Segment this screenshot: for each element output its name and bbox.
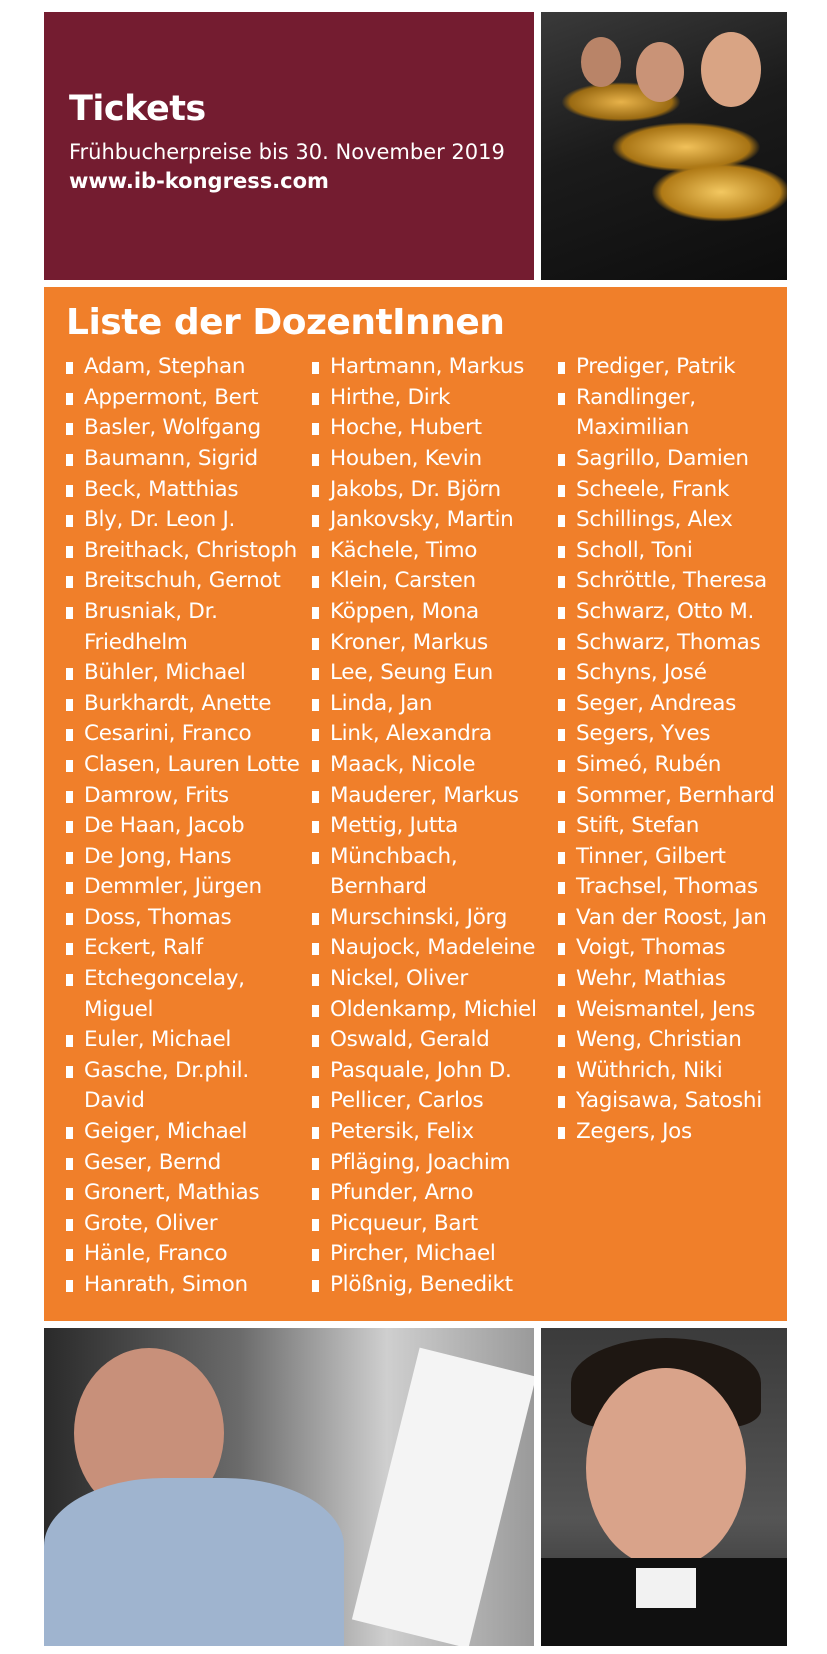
lecturer-list-item: Schwarz, Thomas (558, 628, 787, 659)
lecturer-list-item: Mettig, Jutta (312, 811, 558, 842)
lecturer-column-2 (312, 352, 558, 1300)
lecturer-list-item: Weismantel, Jens (558, 995, 787, 1026)
lecturer-list-item: Hartmann, Markus (312, 352, 558, 383)
lecturer-list-item: Van der Roost, Jan (558, 903, 787, 934)
lecturer-list-item: Hanrath, Simon (66, 1270, 312, 1301)
lecturer-list-item: Schillings, Alex (558, 505, 787, 536)
lecturer-list-item: Hirthe, Dirk (312, 383, 558, 414)
lecturer-list-item: Jankovsky, Martin (312, 505, 558, 536)
lecturer-list-box (44, 287, 787, 1321)
lecturer-list-item: Maximilian (576, 415, 690, 441)
lecturer-list-item: Münchbach, (312, 842, 558, 873)
lecturer-list-item: Bernhard (330, 874, 427, 900)
lecturer-list-item: Scheele, Frank (558, 475, 787, 506)
lecturer-list-item: Adam, Stephan (66, 352, 312, 383)
lecturer-list-item: Breitschuh, Gernot (66, 566, 312, 597)
lecturer-list-item: Seger, Andreas (558, 689, 787, 720)
lecturer-list-item: Beck, Matthias (66, 475, 312, 506)
lecturer-list-item: Breithack, Christoph (66, 536, 312, 567)
lecturer-list-item: Appermont, Bert (66, 383, 312, 414)
lecturer-list-item: Pasquale, John D. (312, 1056, 558, 1087)
lecturer-list-item: De Jong, Hans (66, 842, 312, 873)
lecturer-list-item: Grote, Oliver (66, 1209, 312, 1240)
conductor-portrait-photo (541, 1328, 787, 1646)
lecturer-list-item: Weng, Christian (558, 1025, 787, 1056)
lecturer-list-item: Lee, Seung Eun (312, 658, 558, 689)
lecturer-list-item: Naujock, Madeleine (312, 933, 558, 964)
lecturer-list-item: Tinner, Gilbert (558, 842, 787, 873)
lecturer-list-item: Doss, Thomas (66, 903, 312, 934)
lecturer-list-item: Jakobs, Dr. Björn (312, 475, 558, 506)
lecturer-list-item: Wehr, Mathias (558, 964, 787, 995)
lecturer-list-item: Gronert, Mathias (66, 1178, 312, 1209)
lecturer-list-item: Schwarz, Otto M. (558, 597, 787, 628)
tickets-box (44, 12, 534, 280)
composer-at-piano-photo (44, 1328, 534, 1646)
lecturer-list-item: Voigt, Thomas (558, 933, 787, 964)
lecturer-list-item: Link, Alexandra (312, 719, 558, 750)
lecturer-list-item: Oldenkamp, Michiel (312, 995, 558, 1026)
lecturer-list-item: Prediger, Patrik (558, 352, 787, 383)
tickets-subtitle: Frühbucherpreise bis 30. November 2019 (69, 140, 505, 164)
lecturer-list-item: Zegers, Jos (558, 1117, 787, 1148)
lecturer-list-item: Pircher, Michael (312, 1239, 558, 1270)
lecturer-list-item: Burkhardt, Anette (66, 689, 312, 720)
lecturer-list-item: Pellicer, Carlos (312, 1086, 558, 1117)
lecturer-list-item: Brusniak, Dr. (66, 597, 312, 628)
lecturer-list-item: Randlinger, (558, 383, 787, 414)
lecturer-list-item: Gasche, Dr.phil. (66, 1056, 312, 1087)
lecturer-list-item: Hänle, Franco (66, 1239, 312, 1270)
lecturer-list-item: Murschinski, Jörg (312, 903, 558, 934)
lecturer-list-item: Eckert, Ralf (66, 933, 312, 964)
lecturer-list-heading: Liste der DozentInnen (66, 302, 505, 343)
lecturer-list-item: Schyns, José (558, 658, 787, 689)
lecturer-list-item: Houben, Kevin (312, 444, 558, 475)
lecturer-list-item: Sagrillo, Damien (558, 444, 787, 475)
lecturer-list-item: Euler, Michael (66, 1025, 312, 1056)
lecturer-list-item: Kroner, Markus (312, 628, 558, 659)
tickets-title: Tickets (69, 89, 206, 129)
lecturer-list-item: Sommer, Bernhard (558, 781, 787, 812)
lecturer-column-1 (66, 352, 312, 1300)
lecturer-list-item: Wüthrich, Niki (558, 1056, 787, 1087)
lecturer-list-item: Cesarini, Franco (66, 719, 312, 750)
lecturer-list-item: Schröttle, Theresa (558, 566, 787, 597)
lecturer-list-item: Geiger, Michael (66, 1117, 312, 1148)
lecturer-list-item: Linda, Jan (312, 689, 558, 720)
lecturer-list-item: Yagisawa, Satoshi (558, 1086, 787, 1117)
lecturer-list-item: David (84, 1088, 145, 1114)
lecturer-list-item: Segers, Yves (558, 719, 787, 750)
lecturer-list-item: Klein, Carsten (312, 566, 558, 597)
lecturer-list-item: Maack, Nicole (312, 750, 558, 781)
lecturer-list-item: Picqueur, Bart (312, 1209, 558, 1240)
lecturer-list-item: Bühler, Michael (66, 658, 312, 689)
lecturer-list-item: Simeó, Rubén (558, 750, 787, 781)
lecturer-list-item: Baumann, Sigrid (66, 444, 312, 475)
lecturer-list-item: Trachsel, Thomas (558, 872, 787, 903)
lecturer-list-item: Basler, Wolfgang (66, 413, 312, 444)
lecturer-list-item: Bly, Dr. Leon J. (66, 505, 312, 536)
lecturer-list-item: Demmler, Jürgen (66, 872, 312, 903)
lecturer-list-item: Scholl, Toni (558, 536, 787, 567)
lecturer-list-item: De Haan, Jacob (66, 811, 312, 842)
lecturer-list-item: Oswald, Gerald (312, 1025, 558, 1056)
lecturer-list-item: Damrow, Frits (66, 781, 312, 812)
lecturer-list-item: Geser, Bernd (66, 1148, 312, 1179)
lecturer-list-item: Petersik, Felix (312, 1117, 558, 1148)
lecturer-column-3 (558, 352, 787, 1300)
tickets-url[interactable]: www.ib-kongress.com (69, 169, 329, 194)
trumpet-players-photo (541, 12, 787, 280)
lecturer-list-item: Plößnig, Benedikt (312, 1270, 558, 1301)
lecturer-list-item: Stift, Stefan (558, 811, 787, 842)
lecturer-list-item: Kächele, Timo (312, 536, 558, 567)
lecturer-list-item: Nickel, Oliver (312, 964, 558, 995)
lecturer-list-item: Pfunder, Arno (312, 1178, 558, 1209)
lecturer-list-item: Hoche, Hubert (312, 413, 558, 444)
lecturer-list-item: Pfläging, Joachim (312, 1148, 558, 1179)
lecturer-list-item: Clasen, Lauren Lotte (66, 750, 312, 781)
lecturer-list-item: Etchegoncelay, (66, 964, 312, 995)
lecturer-list-item: Friedhelm (84, 629, 188, 655)
lecturer-list-item: Mauderer, Markus (312, 781, 558, 812)
lecturer-list-item: Köppen, Mona (312, 597, 558, 628)
lecturer-list-item: Miguel (84, 996, 154, 1022)
